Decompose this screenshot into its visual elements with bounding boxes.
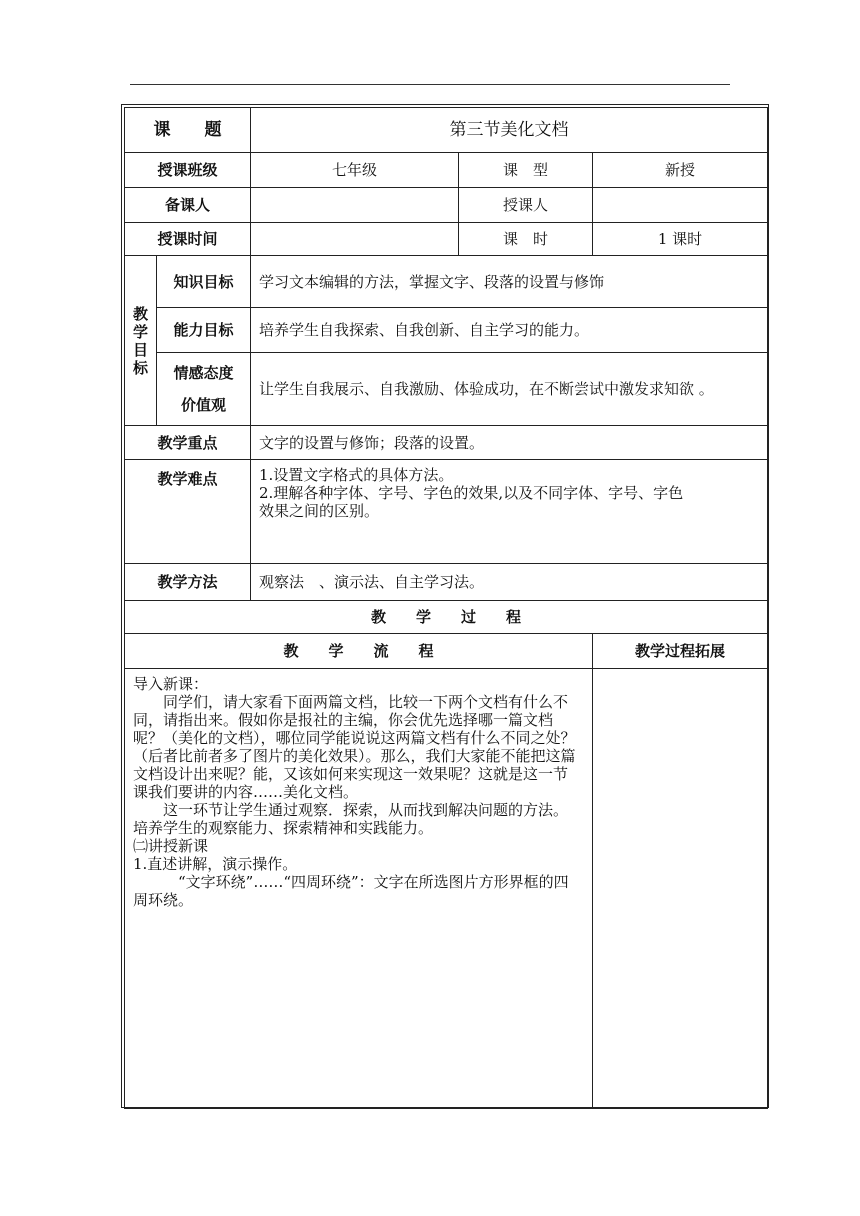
flow-content bbox=[125, 669, 593, 1109]
flow-paragraph-2: 这一环节让学生通过观察．探索，从而找到解决问题的方法。培养学生的观察能力、探索精神和实践能力。 bbox=[133, 801, 569, 837]
flow-paragraph-3: “文字环绕”……“四周环绕”：文字在所选图片方形界框的四周环绕。 bbox=[133, 873, 569, 909]
row-difficulties bbox=[125, 460, 768, 564]
hours-value: 1 课时 bbox=[593, 223, 768, 256]
hours-label: 课 时 bbox=[459, 223, 593, 256]
flow-step-1: 1.直述讲解，演示操作。 bbox=[133, 855, 298, 873]
row-preparer bbox=[125, 188, 768, 223]
ability-goal-label: 能力目标 bbox=[157, 308, 251, 353]
row-knowledge-goal bbox=[125, 256, 768, 308]
methods-label: 教学方法 bbox=[125, 564, 251, 601]
title-value: 第三节美化文档 bbox=[251, 108, 768, 153]
extension-content bbox=[593, 669, 768, 1109]
row-class bbox=[125, 153, 768, 188]
difficulties-label: 教学难点 bbox=[125, 460, 251, 564]
type-value: 新授 bbox=[593, 153, 768, 188]
flow-section-title: ㈡讲授新课 bbox=[133, 837, 209, 855]
lesson-plan-table bbox=[124, 107, 768, 1109]
header-rule bbox=[130, 84, 730, 85]
type-label: 课 型 bbox=[459, 153, 593, 188]
row-process-heading bbox=[125, 601, 768, 634]
ability-goal-value: 培养学生自我探索、自我创新、自主学习的能力。 bbox=[251, 308, 768, 353]
row-time bbox=[125, 223, 768, 256]
extension-heading: 教学过程拓展 bbox=[593, 634, 768, 669]
row-key-points bbox=[125, 426, 768, 460]
teacher-value bbox=[593, 188, 768, 223]
row-emotion-goal bbox=[125, 353, 768, 426]
flow-heading: 教 学 流 程 bbox=[125, 634, 593, 669]
teacher-label: 授课人 bbox=[459, 188, 593, 223]
goals-group-label: 教 学 目 标 bbox=[125, 256, 157, 426]
class-label: 授课班级 bbox=[125, 153, 251, 188]
process-heading: 教 学 过 程 bbox=[125, 601, 768, 634]
row-title bbox=[125, 108, 768, 153]
emotion-goal-value: 让学生自我展示、自我激励、体验成功，在不断尝试中激发求知欲 。 bbox=[251, 353, 768, 426]
title-label: 课 题 bbox=[125, 108, 251, 153]
class-value: 七年级 bbox=[251, 153, 459, 188]
knowledge-goal-value: 学习文本编辑的方法，掌握文字、段落的设置与修饰 bbox=[251, 256, 768, 308]
knowledge-goal-label: 知识目标 bbox=[157, 256, 251, 308]
row-flow-content bbox=[125, 669, 768, 1109]
row-flow-heading bbox=[125, 634, 768, 669]
difficulties-value: 1.设置文字格式的具体方法。 2.理解各种字体、字号、字色的效果,以及不同字体、字号、字色 效果之间的区别。 bbox=[251, 460, 768, 564]
row-ability-goal bbox=[125, 308, 768, 353]
key-points-label: 教学重点 bbox=[125, 426, 251, 460]
time-value bbox=[251, 223, 459, 256]
emotion-goal-label: 情感态度 价值观 bbox=[157, 353, 251, 426]
methods-value: 观察法 、演示法、自主学习法。 bbox=[251, 564, 768, 601]
time-label: 授课时间 bbox=[125, 223, 251, 256]
preparer-value bbox=[251, 188, 459, 223]
preparer-label: 备课人 bbox=[125, 188, 251, 223]
flow-paragraph-1: 同学们，请大家看下面两篇文档，比较一下两个文档有什么不同，请指出来。假如你是报社的主编，你会优先选择哪一篇文档呢？（美化的文档），哪位同学能说说这两篇文档有什么不同之处？（后者比前者多了图片的美化效果）。那么，我们大家能不能把这篇文档设计出来呢？能，又该如何来实现这一效果呢？这就是这一节课我们要讲的内容……美化文档。 bbox=[133, 693, 576, 801]
key-points-value: 文字的设置与修饰；段落的设置。 bbox=[251, 426, 768, 460]
flow-intro: 导入新课： bbox=[133, 675, 209, 693]
row-methods bbox=[125, 564, 768, 601]
